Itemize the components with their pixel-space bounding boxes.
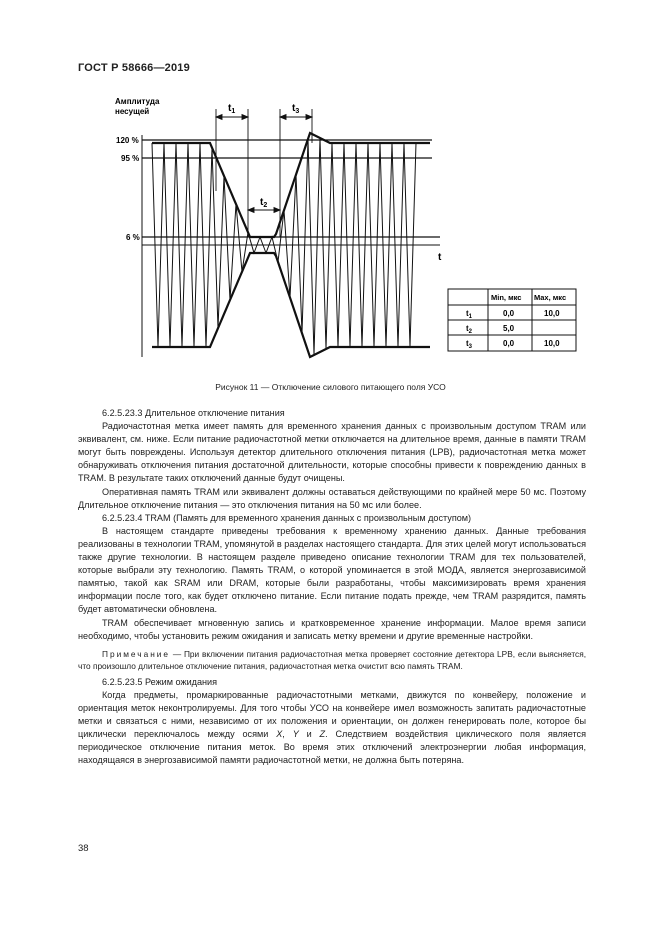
section-heading-standby: 6.2.5.23.5 Режим ожидания: [102, 676, 218, 687]
table-row-t2: [466, 324, 515, 335]
svg-text:t1: $t_1$: [466, 309, 473, 320]
table-row-t1: [466, 309, 560, 320]
carrier-wave-trace: [152, 138, 416, 355]
svg-text:10,0: 10,0: [544, 309, 560, 318]
note-text: — При включении питания радиочастотная метка проверяет состояние детектора LPB, если выясняется, что произошло длительное отключение питания, радиочастотная метка очистит всю память TRAM.: [78, 648, 586, 672]
x-axis-label: t: [438, 252, 442, 263]
svg-text:t2: $t_2$: [466, 324, 473, 335]
paragraph: В настоящем стандарте приведены требования к временному хранению данных. Данные требования реализованы в технологии TRAM, упомянутой в разделах настоящего стандарта. Для этих целей могут использоваться также другие технологии. В настоящем разделе приведено описание технологии TRAM для тех пользователей, которые выбрали эту технологию. Память TRAM, о которой упоминается в этой МОДА, является энергозависимой памятью, такой как SRAM или DRAM, которые были разработаны, чтобы максимизировать время хранения информации после того, как будет отключено питание. Если питание подать прежде, чем TRAM разрядится, память будет автоматически обновлена.: [78, 525, 586, 615]
document-body: [78, 407, 586, 767]
level-label-6: 6 %: [126, 233, 140, 242]
table-row-t3: [466, 339, 560, 350]
paragraph: Когда предметы, промаркированные радиочастотными метками, движутся по конвейеру, положение и ориентация меток неконтролируемы. Для того чтобы УСО на конвейере имел возможность запитать радиочастотные метки и связаться с ними, независимо от их положения и ориентации, он должен генерировать поле, которое бы циклически переключалось между осями X, Y и Z. Следствием воздействия циклического поля является периодическое отключение питания меток. Во время этих отключений электроэнергии любая информация, находящаяся в энергозависимой памяти радиочастотной метки, не должна быть потеряна.: [78, 689, 586, 766]
document-header: ГОСТ Р 58666—2019: [78, 62, 190, 74]
note: [78, 648, 586, 673]
t2-label: $t_2$: [260, 197, 268, 209]
svg-text:t3: $t_3$: [466, 339, 473, 350]
envelope-upper: [152, 133, 430, 237]
svg-text:0,0: 0,0: [503, 339, 515, 348]
t1-label: $t_1$: [228, 103, 236, 115]
svg-text:10,0: 10,0: [544, 339, 560, 348]
section-heading-tram: 6.2.5.23.4 TRAM (Память для временного хранения данных с произвольным доступом): [102, 512, 472, 523]
table-header-min: Min, мкс: [491, 293, 522, 302]
svg-text:5,0: 5,0: [503, 324, 515, 333]
note-label: Примечание: [102, 648, 171, 659]
power-dropout-figure: [100, 95, 590, 370]
t3-label: $t_3$: [292, 103, 300, 115]
y-axis-label-line1: Амплитуда: [115, 97, 160, 106]
t1-dimension: [216, 115, 248, 120]
carrier-oscillation: [152, 138, 416, 355]
t3-dimension: [280, 115, 312, 120]
paragraph: Оперативная память TRAM или эквивалент должны оставаться действующими по крайней мере 50 мс. Поэтому Длительное отключение питания — это отключения питания на 50 мс или более.: [78, 486, 586, 510]
paragraph: Радиочастотная метка имеет память для временного хранения данных с произвольным доступом TRAM или эквивалент, см. ниже. Если питание радиочастотной метки отключается на длительное время, данные в памяти TRAM могут быть повреждены. Используя детектор длительного отключения питания (LPB), радиочастотная метка может обнаруживать отключения питания достаточной длительности, которые способны привести к повреждению данных в TRAM. В результате таких отключений данные будут очищены.: [78, 421, 586, 484]
level-label-95: 95 %: [121, 154, 140, 163]
section-heading-long-dropout: 6.2.5.23.3 Длительное отключение питания: [102, 408, 285, 418]
table-header-max: Max, мкс: [534, 293, 567, 302]
paragraph: TRAM обеспечивает мгновенную запись и кратковременное хранение информации. Малое время записи необходимо, чтобы установить режим ожидания и записать метку времени и другие временные настройки.: [78, 617, 586, 641]
level-label-120: 120 %: [116, 136, 139, 145]
y-axis-label-line2: несущей: [115, 107, 150, 116]
svg-text:0,0: 0,0: [503, 309, 515, 318]
page-number: 38: [78, 843, 89, 854]
figure-caption: Рисунок 11 — Отключение силового питающего поля УСО: [215, 382, 446, 392]
